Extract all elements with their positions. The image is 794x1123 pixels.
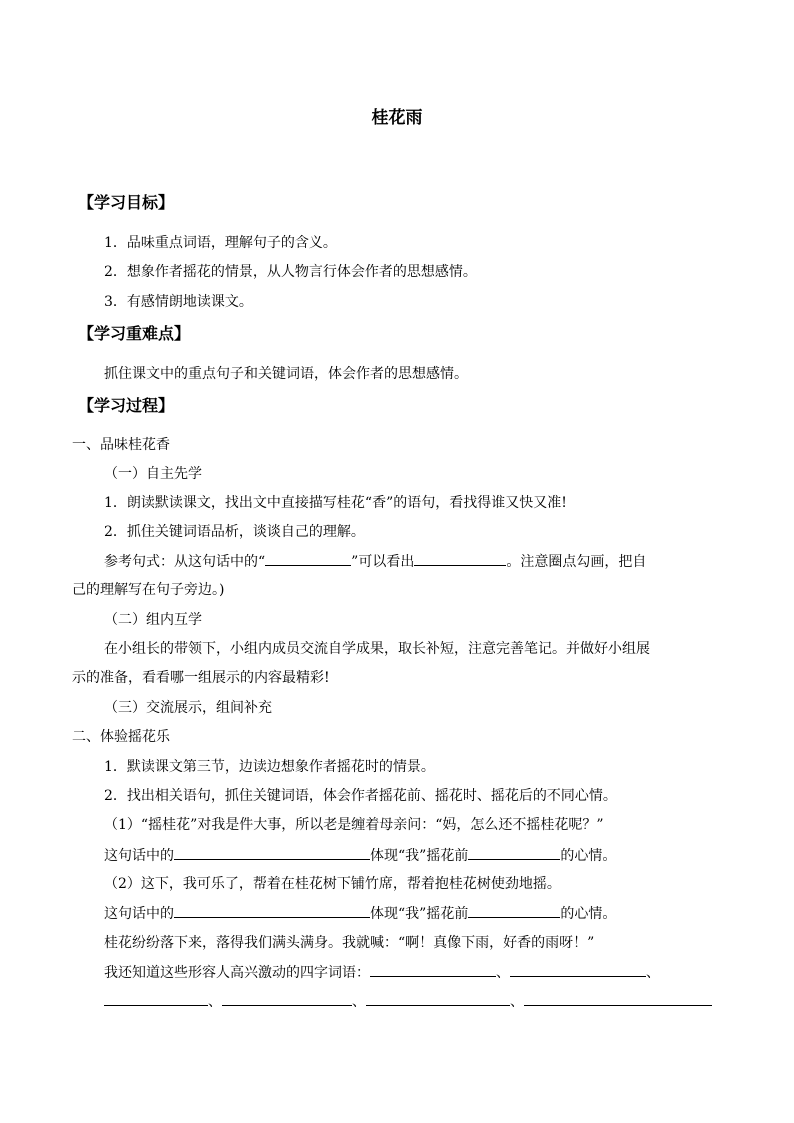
reference-sentence	[104, 551, 646, 572]
word-blank[interactable]	[510, 962, 646, 977]
reference-text-b: ”可以看出	[351, 554, 415, 570]
part1-sub2: （二）组内互学	[104, 612, 202, 628]
answer-prefix: 这句话中的	[104, 906, 174, 922]
part1-heading: 一、品味桂花香	[72, 437, 170, 453]
part1-item2: 2．抓住关键词语品析，谈谈自己的理解。	[104, 524, 365, 540]
separator: 、	[208, 994, 222, 1010]
answer-suffix: 的心情。	[560, 906, 617, 922]
reference-continuation: 己的理解写在句子旁边。)	[72, 582, 225, 598]
answer-suffix: 的心情。	[560, 848, 617, 864]
section-heading-goals: 【学习目标】	[78, 193, 175, 212]
question-3: 桂花纷纷落下来，落得我们满头满身。我就喊：“啊！真像下雨，好香的雨呀！”	[104, 935, 595, 951]
question-2-answer-line	[104, 903, 616, 924]
goal-item: 2．想象作者摇花的情景，从人物言行体会作者的思想感情。	[104, 264, 477, 280]
group-text-line: 在小组长的带领下，小组内成员交流自学成果，取长补短，注意完善笔记。并做好小组展	[104, 641, 650, 657]
question-2: （2）这下，我可乐了，帮着在桂花树下铺竹席，帮着抱桂花树使劲地摇。	[104, 876, 561, 892]
answer-prefix: 这句话中的	[104, 848, 174, 864]
separator: 、	[496, 965, 510, 981]
separator: 、	[352, 994, 366, 1010]
goal-item: 3．有感情朗地读课文。	[104, 294, 253, 310]
answer-blank[interactable]	[174, 903, 370, 918]
part2-heading: 二、体验摇花乐	[72, 729, 170, 745]
word-blank[interactable]	[366, 1005, 510, 1006]
separator: 、	[646, 965, 660, 981]
separator: 、	[510, 994, 524, 1010]
group-text-line: 示的准备，看看哪一组展示的内容最精彩!	[72, 670, 330, 686]
answer-blank[interactable]	[468, 903, 560, 918]
reference-text-c: 。注意圈点勾画，把自	[506, 554, 647, 570]
four-char-words-line	[104, 962, 660, 983]
part1-sub3: （三）交流展示，组间补充	[104, 700, 272, 716]
part1-sub1: （一）自主先学	[104, 466, 202, 482]
word-blank[interactable]	[104, 1005, 208, 1006]
part2-item2: 2．找出相关语句，抓住关键词语，体会作者摇花前、摇花时、摇花后的不同心情。	[104, 788, 617, 804]
section-heading-key-points: 【学习重难点】	[78, 324, 191, 343]
answer-blank[interactable]	[265, 551, 351, 566]
word-blank[interactable]	[370, 962, 496, 977]
words-lead-text: 我还知道这些形容人高兴激动的四字词语：	[104, 965, 370, 981]
word-blank[interactable]	[222, 1005, 352, 1006]
answer-blank[interactable]	[174, 845, 370, 860]
section-heading-process: 【学习过程】	[78, 396, 175, 415]
word-blank[interactable]	[524, 1005, 712, 1006]
reference-text-a: 参考句式：从这句话中的“	[104, 554, 266, 570]
answer-blank[interactable]	[468, 845, 560, 860]
part1-item1: 1．朗读默读课文，找出文中直接描写桂花“香”的语句，看找得谁又快又准!	[104, 495, 567, 511]
question-1: （1）“摇桂花”对我是件大事，所以老是缠着母亲问：“妈，怎么还不摇桂花呢？”	[104, 817, 604, 833]
page-title: 桂花雨	[371, 108, 423, 128]
answer-middle: 体现“我”摇花前	[370, 906, 469, 922]
answer-middle: 体现“我”摇花前	[370, 848, 469, 864]
key-points-text: 抓住课文中的重点句子和关键词语，体会作者的思想感情。	[104, 366, 468, 382]
part2-item1: 1．默读课文第三节，边读边想象作者摇花时的情景。	[104, 759, 435, 775]
question-1-answer-line	[104, 845, 616, 866]
goal-item: 1．品味重点词语，理解句子的含义。	[104, 235, 337, 251]
answer-blank[interactable]	[414, 551, 506, 566]
